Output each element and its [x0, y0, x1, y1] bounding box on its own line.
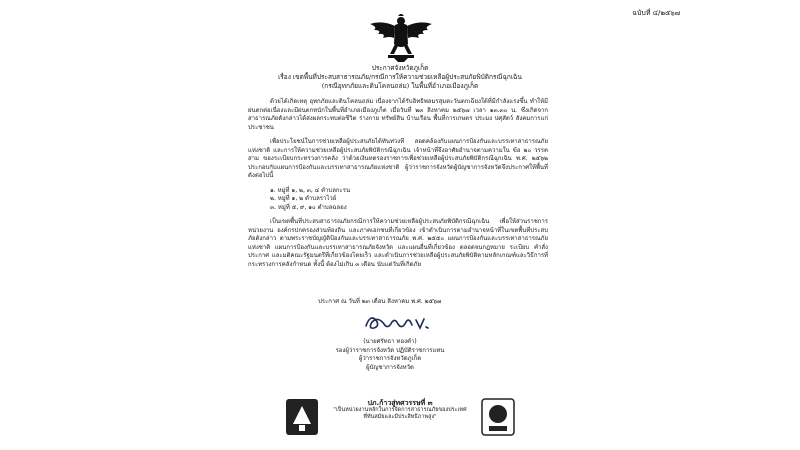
area-item: ๓. หมู่ที่ ๕, ๙, ๑๐ ตำบลฉลอง: [270, 203, 347, 211]
document-subject: เรื่อง เขตพื้นที่ประสบสาธารณภัย/กรณีการให้ความช่วยเหลือผู้ประสบภัยพิบัติกรณีฉุกเฉิน: [278, 73, 522, 81]
paragraph-authority: เพื่อประโยชน์ในการช่วยเหลือผู้ประสบภัยได้ทันท่วงที สอดคล้องกับแผนการป้องกันและบรรเทาสาธารณภัยแห่งชาติ และการให้ความช่วยเหลือผู้ประสบภัยพิบัติกรณีฉุกเฉิน เจ้าหน้าที่จึงอาศัยอำนาจตามความใน ข้อ ๒๐ วรรคสาม ของระเบียบกระทรวงการคลัง ว่าด้วยเงินทดรองราชการเพื่อช่วยเหลือผู้ประสบภัยพิบัติกรณีฉุกเฉิน พ.ศ. ๒๕๖๒ ประกอบกับแผนการป้องกันและบรรเทาสาธารณภัยแห่งชาติ ผู้ว่าราชการจังหวัดผู้บัญชาการจังหวัดจึงประกาศให้พื้นที่ดังต่อไปนี้: [248, 138, 548, 179]
footer-banner: [285, 396, 515, 440]
dpm-logo-icon: [285, 398, 319, 436]
signer-title: ผู้บัญชาการจังหวัด: [366, 363, 414, 371]
disaster-type: (กรณีอุทกภัยและดินโคลนถล่ม) ในพื้นที่อำเภอเมืองภูเก็ต: [321, 82, 479, 90]
paragraph-intro: ด้วยได้เกิดเหตุ อุทกภัยและดินโคลนถล่ม เนื่องจากได้รับอิทธิพลมรสุมตะวันตกเฉียงใต้ที่มีกำลังแรงขึ้น ทำให้มีฝนตกต่อเนื่องและมีฝนตกหนักในพื้นที่อำเภอเมืองภูเก็ต เมื่อวันที่ ๒๓ สิงหาคม ๒๕๖๗ เวลา ๑๓.๓๐ น. ซึ่งเกิดจากสาธารณภัยดังกล่าวได้ส่งผลกระทบต่อชีวิต ร่างกาย ทรัพย์สิน บ้านเรือน พื้นที่การเกษตร ประมง ปศุสัตว์ สังคมการแก่ประชาชน: [248, 98, 548, 131]
department-logo-icon: [481, 398, 515, 436]
area-item: ๒. หมู่ที่ ๑, ๒ ตำบลราไวย์: [270, 195, 337, 202]
signer-name: (นายศรัทธา ทองคำ): [363, 338, 417, 345]
document-body: [248, 98, 548, 275]
slogan-title: ปภ.ก้าวสู่ทศวรรษที่ ๓: [367, 399, 433, 407]
signature-block: [330, 338, 450, 372]
slogan-line: "เป็นหน่วยงานหลักในการจัดการสาธารณภัยของประเทศ: [333, 407, 467, 413]
area-item: ๑. หมู่ที่ ๑, ๒, ๓, ๔ ตำบลกะรน: [270, 186, 351, 194]
paragraph-closing: เป็นเขตพื้นที่ประสบสาธารณภัยกรณีการให้ความช่วยเหลือผู้ประสบภัยพิบัติกรณีฉุกเฉิน เพื่อให้ส่วนราชการ หน่วยงาน องค์กรปกครองส่วนท้องถิ่น และภาคเอกชนที่เกี่ยวข้อง เข้าดำเนินการตามอำนาจหน้าที่ในเขตพื้นที่ประสบภัยดังกล่าว ตามพระราชบัญญัติป้องกันและบรรเทาสาธารณภัย พ.ศ. ๒๕๕๐ แผนการป้องกันและบรรเทาสาธารณภัยแห่งชาติ แผนการป้องกันและบรรเทาสาธารณภัยจังหวัด และแผนอื่นที่เกี่ยวข้อง ตลอดจนกฎหมาย ระเบียบ คำสั่ง ประกาศ และมติคณะรัฐมนตรีที่เกี่ยวข้องโดยเร็ว และดำเนินการช่วยเหลือผู้ประสบภัยพิบัติตามหลักเกณฑ์และวิธีการที่กระทรวงการคลังกำหนด ทั้งนี้ ต้องไม่เกิน ๓ เดือน นับแต่วันที่เกิดภัย: [248, 218, 548, 268]
document-title: ประกาศจังหวัดภูเก็ต: [371, 64, 429, 72]
handwritten-signature: [362, 310, 432, 334]
document-number: ฉบับที่ ๔/๒๕๖๗: [632, 9, 680, 17]
signer-title: รองผู้ว่าราชการจังหวัด ปฏิบัติราชการแทน: [335, 346, 445, 354]
signer-title: ผู้ว่าราชการจังหวัดภูเก็ต: [358, 355, 422, 362]
footer-slogan: [325, 400, 475, 421]
document-heading: [250, 64, 550, 91]
slogan-line: ที่ทันสมัยและมีประสิทธิภาพสูง": [363, 414, 437, 420]
garuda-emblem-icon: [368, 14, 434, 62]
affected-areas-list: [270, 187, 548, 213]
announcement-date: ประกาศ ณ วันที่ ๒๓ เดือน สิงหาคม พ.ศ. ๒๕๖๗: [318, 298, 442, 305]
